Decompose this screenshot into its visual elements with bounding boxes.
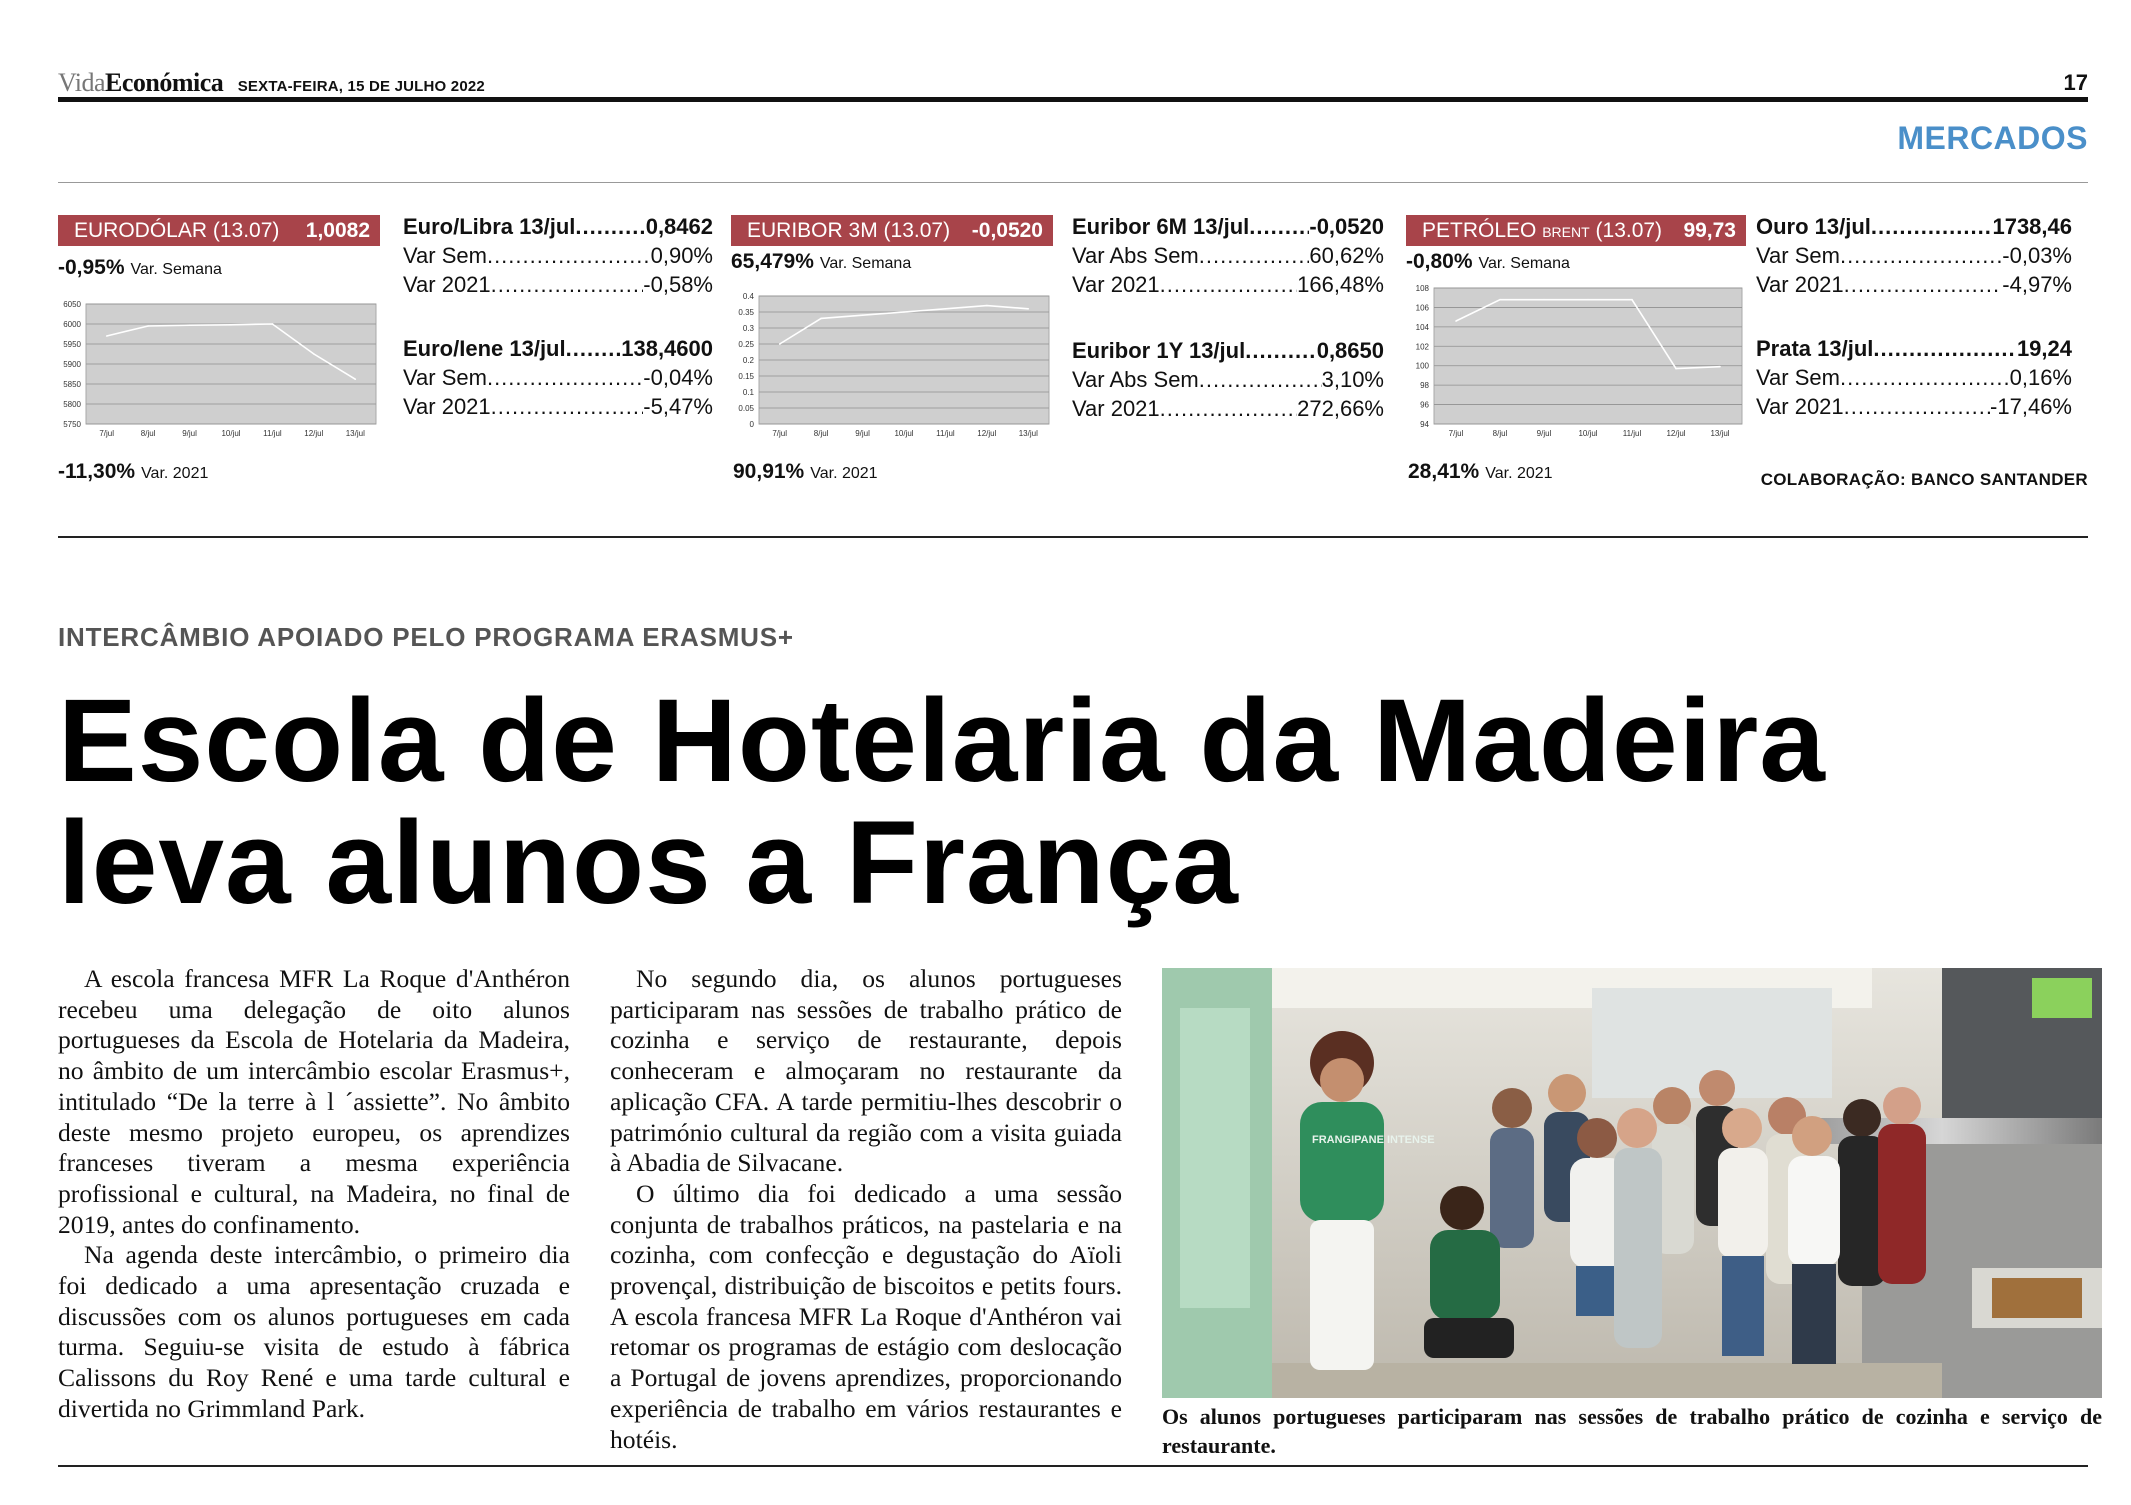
quote-value: 0,8650 [1316,338,1384,363]
x-tick-label: 10/jul [221,429,241,438]
row-value: 0,16% [2009,365,2072,390]
y-tick-label: 102 [1415,342,1429,352]
data-point [862,314,864,316]
x-tick-label: 9/jul [182,429,197,438]
row-value: 166,48% [1297,272,1384,297]
week-variation [731,250,1053,274]
week-variation [1406,250,1746,274]
week-var-value: 65,479% [731,250,814,273]
row-label: Var 2021 [1756,272,1844,297]
article-photo [1162,968,2102,1398]
brand-vida: Vida [58,68,105,97]
data-point [106,335,108,337]
data-point [1587,299,1589,301]
headline-line-1: Escola de Hotelaria da Madeira [58,675,1826,807]
x-tick-label: 9/jul [855,429,870,438]
row-value: -0,03% [2002,243,2072,268]
y-tick-label: 6050 [63,300,81,309]
x-tick-label: 8/jul [813,429,829,438]
quote-value: 138,4600 [621,336,713,361]
data-point [1027,308,1029,310]
row-value: 272,66% [1297,396,1384,421]
article-column-1 [58,964,570,1425]
row-value: 60,62% [1309,243,1384,268]
row-label: Var Abs Sem [1072,367,1199,392]
market-value: 99,73 [1683,219,1736,242]
y-tick-label: 0.25 [738,340,754,349]
row-label: Var 2021 [1072,272,1160,297]
market-header [58,215,380,246]
quote-title: Ouro 13/jul [1756,214,1871,239]
data-point [189,324,191,326]
x-tick-label: 7/jul [99,429,115,438]
quote-value: -0,0520 [1309,214,1384,239]
data-point [230,324,232,326]
quote-prata [1756,334,2072,421]
data-point [1719,366,1721,368]
year-variation [1408,460,1553,484]
y-tick-label: 104 [1415,322,1429,332]
section-title: MERCADOS [1897,120,2088,156]
masthead [58,68,2088,100]
market-value: -0,0520 [971,219,1043,242]
y-tick-label: 98 [1420,381,1429,391]
x-tick-label: 11/jul [1622,429,1642,438]
market-title: EURODÓLAR (13.07) [74,219,280,242]
week-var-label: Var. Semana [1478,255,1570,272]
row-value: 0,90% [650,243,713,268]
article-kicker: INTERCÂMBIO APOIADO PELO PROGRAMA ERASMUS+ [58,622,794,652]
y-tick-label: 100 [1415,361,1429,371]
article-column-2 [610,964,1122,1455]
market-title-main: PETRÓLEO [1422,219,1537,242]
data-point [1543,299,1545,301]
row-value: -4,97% [2002,272,2072,297]
masthead-rule [58,97,2088,102]
markets-bottom-rule [58,536,2088,538]
row-label: Var 2021 [403,272,491,297]
paragraph: O último dia foi dedicado a uma sessão conjunta de trabalhos práticos, na pastelaria e na cozinha, com confecção e degustação do Aïoli provençal, distribuição de biscoitos e petits fours. A escola francesa MFR La Roque d'Anthéron vai retomar os programas de estágio com deslocação a Portugal de jovens aprendizes, proporcionando experiência de trabalho em vários restaurantes e hotéis. [610,1178,1122,1454]
quote-euribor1y [1072,336,1384,423]
x-tick-label: 7/jul [772,429,788,438]
x-tick-label: 10/jul [1578,429,1598,438]
data-point [1499,299,1501,301]
data-point [820,318,822,320]
paragraph: Na agenda deste intercâmbio, o primeiro dia foi dedicado a uma apresentação cruzada e discussões com os alunos portugueses em cada turma. Seguiu-se visita de estudo à fábrica Calissons du Roy René e uma tarde cultural e divertida no Grimmland Park. [58,1240,570,1423]
market-header [1406,215,1746,246]
quote-euro-libra [403,212,713,299]
y-tick-label: 0.2 [742,356,754,365]
row-label: Var 2021 [1756,394,1844,419]
data-point [1631,299,1633,301]
market-header [731,215,1053,246]
row-label: Var Sem [1756,365,1840,390]
photo-caption: Os alunos portugueses participaram nas sessões de trabalho prático de cozinha e serviço de restaurante. [1162,1404,2102,1458]
page-number: 17 [2063,70,2088,95]
brent-chart [1398,282,1746,446]
y-tick-label: 5850 [63,380,81,389]
market-title-date: (13.07) [1595,219,1663,242]
row-value: 3,10% [1321,367,1384,392]
row-label: Var Sem [403,365,487,390]
data-point [986,305,988,307]
market-euribor3m [731,215,1053,274]
week-var-value: -0,80% [1406,250,1473,273]
y-tick-label: 0.35 [738,308,754,317]
y-tick-label: 0.15 [738,372,754,381]
y-tick-label: 0.3 [742,324,754,333]
data-point [272,323,274,325]
quote-euro-iene [403,334,713,421]
x-tick-label: 12/jul [304,429,324,438]
row-value: -0,04% [643,365,713,390]
euribor3m-chart [723,290,1053,446]
y-tick-label: 5900 [63,360,81,369]
market-brent [1406,215,1746,274]
section-rule [58,182,2088,183]
issue-date: SEXTA-FEIRA, 15 DE JULHO 2022 [237,78,485,95]
year-var-label: Var. 2021 [1485,465,1553,482]
collaboration-credit: COLABORAÇÃO: BANCO SANTANDER [1760,470,2088,489]
quote-value: 1738,46 [1992,214,2072,239]
data-point [903,311,905,313]
year-var-value: 28,41% [1408,460,1480,483]
row-label: Var Abs Sem [1072,243,1199,268]
week-variation [58,256,380,280]
x-tick-label: 9/jul [1536,429,1552,438]
group-photo-illustration [1162,968,2102,1398]
x-tick-label: 12/jul [977,429,997,438]
x-tick-label: 11/jul [263,429,282,438]
quote-ouro [1756,212,2072,299]
week-var-label: Var. Semana [819,255,912,272]
year-var-value: 90,91% [733,460,805,483]
quote-title: Euribor 1Y 13/jul [1072,338,1246,363]
shirt-text: FRANGIPANE INTENSE [1312,1134,1435,1146]
data-point [354,378,356,380]
year-variation [733,460,878,484]
y-tick-label: 0.1 [742,388,754,397]
week-var-label: Var. Semana [130,261,222,278]
x-tick-label: 7/jul [1448,429,1464,438]
y-tick-label: 106 [1415,303,1429,313]
year-var-label: Var. 2021 [141,465,209,482]
year-var-label: Var. 2021 [810,465,878,482]
market-value: 1,0082 [305,219,370,242]
market-eurodolar [58,215,380,280]
row-label: Var 2021 [1072,396,1160,421]
y-tick-label: 108 [1415,284,1429,293]
x-tick-label: 8/jul [1492,429,1508,438]
x-tick-label: 13/jul [345,429,365,438]
data-point [779,343,781,345]
headline-line-2: leva alunos a França [58,797,1239,929]
row-value: -17,46% [1990,394,2072,419]
x-tick-label: 12/jul [1666,429,1686,438]
data-point [1675,368,1677,370]
paragraph: No segundo dia, os alunos portugueses participaram nas sessões de trabalho prático de cozinha e serviço de restaurante, depois conheceram e almoçaram no restaurante da aplicação CFA. A tarde permitiu-lhes descobrir o património cultural da região com a visita guiada à Abadia de Silvacane. [610,964,1122,1178]
brand-economica: Económica [104,68,224,97]
quote-value: 0,8462 [645,214,713,239]
x-tick-label: 10/jul [894,429,914,438]
y-tick-label: 94 [1420,420,1429,429]
page-bottom-rule [58,1465,2088,1467]
row-label: Var Sem [403,243,487,268]
y-tick-label: 0 [749,420,754,429]
quote-title: Euro/Libra 13/jul [403,214,576,239]
market-title [1422,215,1662,246]
quote-euribor6m [1072,212,1384,299]
data-point [147,325,149,327]
quote-title: Euro/Iene 13/jul [403,336,566,361]
row-value: -0,58% [643,272,713,297]
x-tick-label: 8/jul [140,429,156,438]
y-tick-label: 5750 [63,420,81,429]
quote-value: 19,24 [2016,336,2072,361]
y-tick-label: 96 [1420,400,1429,410]
x-tick-label: 11/jul [936,429,955,438]
quote-title: Prata 13/jul [1756,336,1874,361]
data-point [313,353,315,355]
quote-title: Euribor 6M 13/jul [1072,214,1250,239]
y-tick-label: 5800 [63,400,81,409]
x-tick-label: 13/jul [1018,429,1038,438]
year-var-value: -11,30% [58,460,136,483]
year-variation [58,460,208,484]
row-label: Var 2021 [403,394,491,419]
y-tick-label: 0.4 [742,292,754,301]
market-title: EURIBOR 3M (13.07) [747,219,951,242]
x-tick-label: 13/jul [1710,429,1730,438]
y-tick-label: 0.05 [738,404,754,413]
paragraph: A escola francesa MFR La Roque d'Anthéron recebeu uma delegação de oito alunos portugueses da Escola de Hotelaria da Madeira, no âmbito de um intercâmbio escolar Erasmus+, intitulado “De la terre à l ´assiette”. No âmbito deste mesmo projeto europeu, os aprendizes franceses tiveram a mesma experiência profissional e cultural, na Madeira, no final de 2019, antes do confinamento. [58,964,570,1239]
week-var-value: -0,95% [58,256,125,279]
eurodolar-chart [50,298,380,446]
row-value: -5,47% [643,394,713,419]
market-title-small: BRENT [1542,224,1590,240]
data-point [1455,320,1457,322]
y-tick-label: 6000 [63,320,81,329]
row-label: Var Sem [1756,243,1840,268]
y-tick-label: 5950 [63,340,81,349]
article-headline [58,675,1826,929]
data-point [945,308,947,310]
